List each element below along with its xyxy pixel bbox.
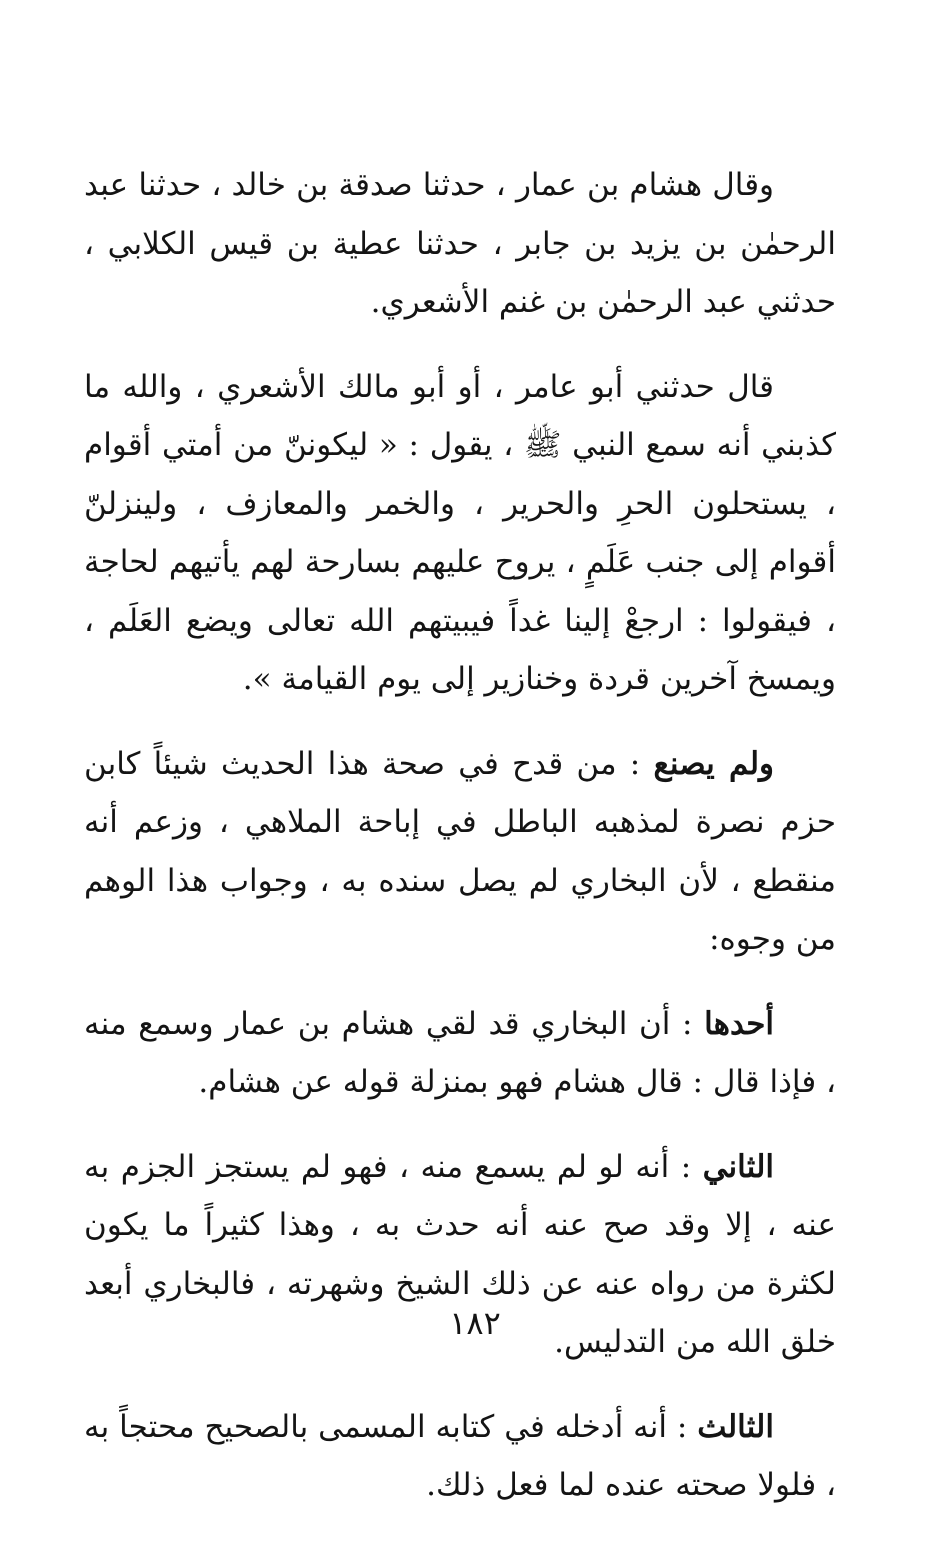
page-number: ١٨٢ [449, 1304, 501, 1342]
paragraph-hadith-matn [84, 358, 836, 709]
paragraph-first-reason [84, 995, 836, 1112]
paragraph-lead: الثالث [697, 1408, 774, 1445]
paragraph-text: وقال هشام بن عمار ، حدثنا صدقة بن خالد ، حدثنا عبد الرحمٰن بن يزيد بن جابر ، حدثنا عطية بن قيس الكلابي ، حدثني عبد الرحمٰن بن غنم الأشعري. [84, 167, 836, 320]
paragraph-lead: ولم يصنع [653, 745, 774, 782]
paragraph-lead: أحدها [704, 1005, 774, 1042]
paragraph-text: : أنه أدخله في كتابه المسمى بالصحيح محتجاً به ، فلولا صحته عنده لما فعل ذلك. [84, 1408, 836, 1503]
paragraph-objection [84, 735, 836, 969]
paragraph-text: : أن البخاري قد لقي هشام بن عمار وسمع منه ، فإذا قال : قال هشام فهو بمنزلة قوله عن هشام. [84, 1005, 836, 1100]
paragraph-text: : من قدح في صحة هذا الحديث شيئاً كابن حزم نصرة لمذهبه الباطل في إباحة الملاهي ، وزعم أنه منقطع ، لأن البخاري لم يصل سنده به ، وجواب هذا الوهم من وجوه: [84, 745, 836, 957]
paragraph-text: : أنه لو لم يسمع منه ، فهو لم يستجز الجزم به عنه ، إلا وقد صح عنه أنه حدث به ، وهذا كثيراً ما يكون لكثرة من رواه عنه عن ذلك الشيخ وشهرته ، فالبخاري أبعد خلق الله من التدليس. [84, 1148, 836, 1360]
paragraph-lead: الثاني [702, 1148, 774, 1185]
paragraph-hadith-isnad [84, 156, 836, 332]
paragraph-text: قال حدثني أبو عامر ، أو أبو مالك الأشعري ، والله ما كذبني أنه سمع النبي ﷺ ، يقول : « ليكوننّ من أمتي أقوام ، يستحلون الحرِ والحرير ، والخمر والمعازف ، ولينزلنّ أقوام إلى جنب عَلَمٍ ، يروح عليهم بسارحة لهم يأتيهم لحاجة ، فيقولوا : ارجعْ إلينا غداً فيبيتهم الله تعالى ويضع العَلَم ، ويمسخ آخرين قردة وخنازير إلى يوم القيامة ». [84, 368, 836, 697]
paragraph-third-reason [84, 1398, 836, 1515]
